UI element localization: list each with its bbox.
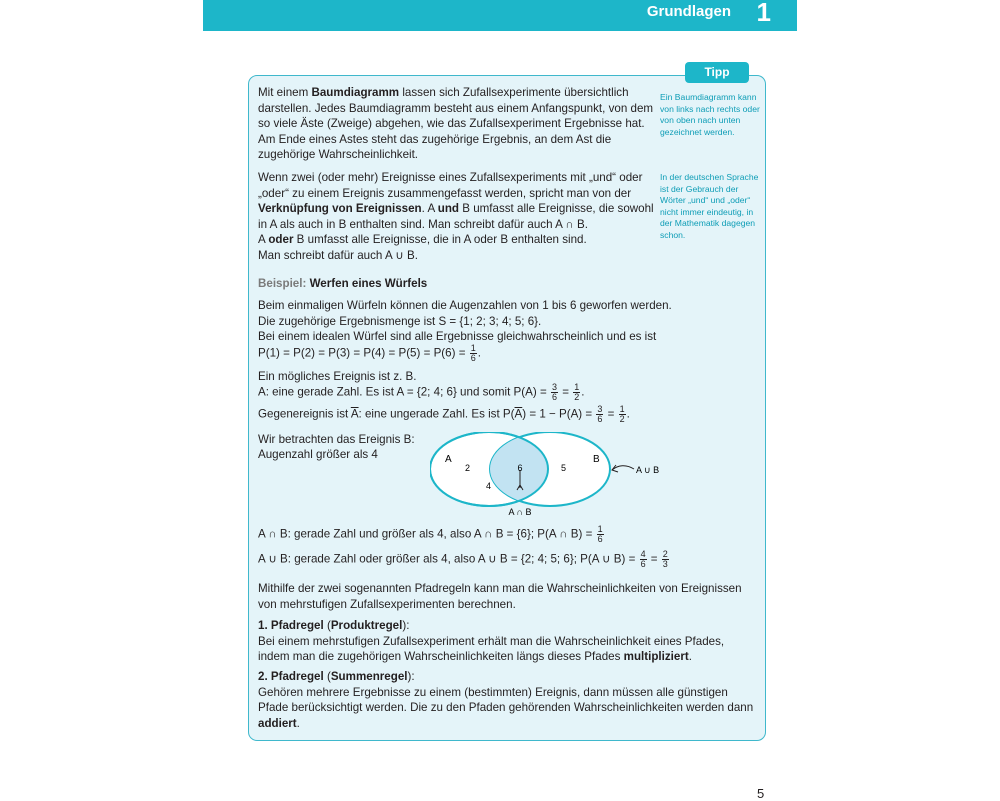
rule-2 [258, 669, 756, 731]
text: Gegenereignis ist [258, 407, 351, 421]
text: A: eine gerade Zahl. Es ist A = {2; 4; 6} und somit P(A) = [258, 385, 550, 399]
text: ) = 1 − P(A) = [522, 407, 596, 421]
text: ): [402, 619, 410, 632]
text: = [604, 407, 618, 421]
denominator: 2 [574, 392, 580, 402]
venn-number-2: 2 [465, 463, 471, 473]
fraction [596, 405, 603, 424]
denominator: 6 [640, 559, 646, 569]
tipp-note-1: Ein Baumdiagramm kann von links nach rechts oder von oben nach unten gezeichnet werden. [660, 92, 760, 137]
venn-label-b: B [593, 454, 600, 465]
venn-union-label: A ∪ B [636, 465, 660, 475]
denominator: 6 [470, 353, 476, 363]
example-label: Beispiel: [258, 277, 307, 290]
arrow-head [612, 465, 618, 472]
term-verknuepfung: Verknüpfung von Ereignissen [258, 202, 422, 216]
venn-diagram [430, 432, 670, 522]
paragraph-baumdiagramm [258, 85, 658, 163]
text: = [558, 385, 573, 399]
text: A ∩ B: gerade Zahl und größer als 4, also A ∩ B = {6}; P(A ∩ B) = [258, 527, 596, 541]
fraction [640, 550, 647, 569]
example-line-1: Beim einmaligen Würfeln können die Augenzahlen von 1 bis 6 geworfen werden. [258, 299, 672, 312]
text: : eine ungerade Zahl. Es ist P( [358, 407, 515, 421]
text: Man schreibt dafür auch A ∪ B. [258, 248, 418, 262]
text: . A [421, 202, 438, 216]
denominator: 6 [597, 534, 603, 544]
text: . [296, 716, 300, 730]
term-oder: oder [268, 233, 294, 247]
text: ( [323, 619, 331, 632]
rule-subtitle: Produktregel [330, 619, 403, 632]
and-line [258, 525, 605, 544]
pfadregeln-intro: Mithilfe der zwei sogenannten Pfadregeln kann man die Wahrscheinlichkeiten von Ereignissen von mehrstufigen Zufallsexperimenten berechnen. [258, 582, 742, 611]
fraction [619, 405, 626, 424]
numerator: 2 [662, 549, 668, 559]
a-complement: $\overline{A}$ [514, 407, 523, 421]
example-line-2: Die zugehörige Ergebnismenge ist S = {1; 2; 3; 4; 5; 6}. [258, 315, 542, 328]
denominator: 6 [551, 392, 557, 402]
text: . [477, 346, 481, 360]
venn-number-5: 5 [561, 463, 567, 473]
text: A [258, 233, 269, 247]
rule-subtitle: Summenregel [330, 670, 408, 683]
example-line-8a: Wir betrachten das Ereignis B: [258, 433, 415, 446]
numerator: 1 [470, 343, 476, 353]
numerator: 3 [597, 404, 603, 414]
fraction [662, 550, 669, 569]
example-heading [258, 277, 427, 290]
header-bar [203, 0, 797, 31]
example-line-8b: Augenzahl größer als 4 [258, 448, 378, 461]
numerator: 1 [574, 382, 580, 392]
text: A ∪ B: gerade Zahl oder größer als 4, also A ∪ B = {2; 4; 5; 6}; P(A ∪ B) = [258, 552, 639, 566]
denominator: 2 [619, 414, 625, 424]
example-title: Werfen eines Würfels [309, 277, 428, 290]
example-line-7 [258, 405, 630, 424]
chapter-number: 1 [756, 0, 771, 27]
text: P(1) = P(2) = P(3) = P(4) = P(5) = P(6) = [258, 346, 469, 360]
a-complement: $\overline{A}$ [350, 407, 359, 421]
or-line [258, 550, 670, 569]
fraction [573, 383, 580, 402]
term-addiert: addiert [258, 716, 297, 730]
text: . [626, 407, 630, 421]
text: = [647, 552, 661, 566]
numerator: 1 [597, 524, 603, 534]
example-line-6 [258, 383, 584, 402]
text: Mit einem [258, 86, 312, 99]
venn-number-4: 4 [486, 481, 492, 491]
example-line-3: Bei einem idealen Würfel sind alle Ergebnisse gleichwahrscheinlich und es ist [258, 330, 657, 343]
term-baumdiagramm: Baumdiagramm [311, 86, 400, 99]
text: B umfasst alle Ereignisse, die in A oder B enthalten sind. [293, 233, 587, 247]
fraction [470, 344, 477, 363]
rule-title: 2. Pfadregel [258, 670, 324, 683]
text: B umfasst alle Ereignisse, die sowohl in A als auch in B enthalten sind. Man schreibt dafür auch A ∩ B. [258, 202, 654, 231]
numerator: 3 [551, 382, 557, 392]
rule-title: 1. Pfadregel [258, 619, 324, 632]
example-line-4 [258, 344, 481, 363]
example-line-5: Ein mögliches Ereignis ist z. B. [258, 370, 417, 383]
text: Wenn zwei (oder mehr) Ereignisse eines Zufallsexperiments mit „und“ oder „oder“ zu einem Ereignis zusammengefasst werden, spricht man von der [258, 171, 643, 200]
denominator: 6 [597, 414, 603, 424]
text: . [688, 650, 692, 664]
denominator: 3 [662, 559, 668, 569]
term-multipliziert: multipliziert [623, 650, 689, 664]
numerator: 1 [619, 404, 625, 414]
venn-number-6: 6 [517, 463, 523, 473]
rule-1 [258, 618, 756, 665]
page-number: 5 [757, 786, 765, 801]
rule-text: Gehören mehrere Ergebnisse zu einem (bestimmten) Ereignis, dann müssen alle günstigen Pfade berücksichtigt werden. Die zu den Pfaden gehörenden Wahrscheinlichkeiten werden dann [258, 685, 754, 715]
term-und: und [437, 202, 460, 216]
header-title: Grundlagen [646, 3, 731, 20]
paragraph-verknuepfung [258, 170, 658, 264]
rule-text: Bei einem mehrstufigen Zufallsexperiment erhält man die Wahrscheinlichkeit eines Pfades, indem man die zugehörigen Wahrscheinlichkeiten längs dieses Pfades [258, 634, 725, 664]
text: ): [407, 670, 415, 683]
tipp-badge: Tipp [685, 62, 749, 83]
numerator: 4 [640, 549, 646, 559]
venn-intersection-label: A ∩ B [508, 507, 532, 517]
text: lassen sich Zufallsexperimente übersichtlich darstellen. Jedes Baumdiagramm besteht aus einem Anfangspunkt, von dem so viele Äste (Zweige) abgehen, wie das Zufallsexperiment Ergebnisse hat. Am Ende eines Astes steht das zugehörige Ergebnis, an dem Ast die zugehörige Wahrscheinlichkeit. [258, 86, 654, 162]
text: . [581, 385, 585, 399]
venn-label-a: A [445, 454, 452, 465]
fraction [597, 525, 604, 544]
fraction [551, 383, 558, 402]
tipp-note-2: In der deutschen Sprache ist der Gebrauch der Wörter „und“ und „oder“ nicht immer eindeutig, in der Mathematik dagegen schon. [660, 172, 759, 240]
text: ( [323, 670, 331, 683]
